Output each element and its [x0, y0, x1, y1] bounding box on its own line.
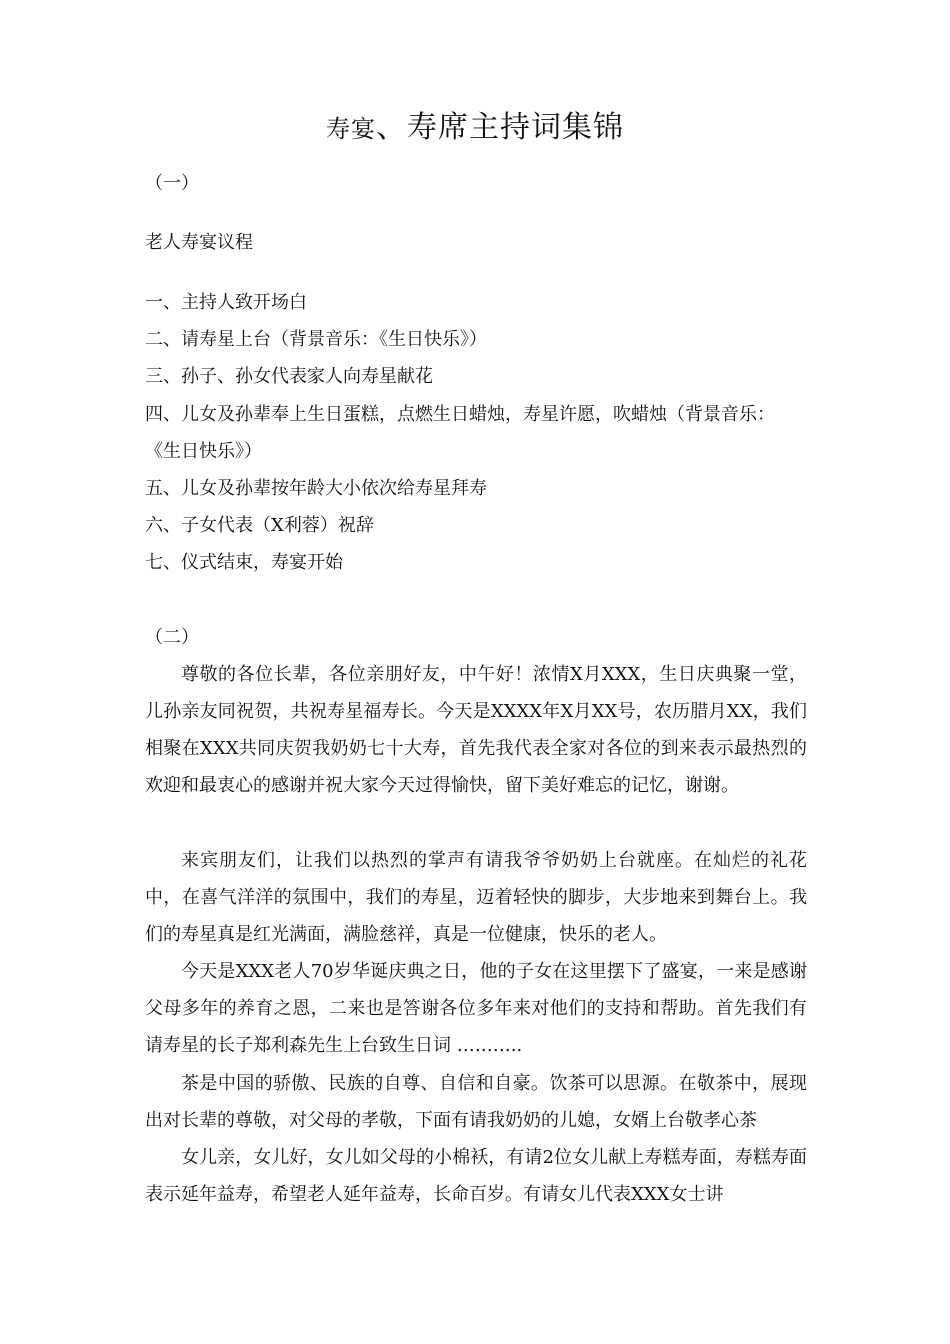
agenda-item-5: 五、儿女及孙辈按年龄大小依次给寿星拜寿: [145, 478, 487, 499]
section-2-marker: （二）: [145, 627, 199, 648]
speech-paragraph-3: 今天是XXX老人70岁华诞庆典之日，他的子女在这里摆下了盛宴，一来是感谢父母多年的养育之恩，二来也是答谢各位多年来对他们的支持和帮助。首先我们有请寿星的长子郑利森先生上台致生日词 ………..: [145, 961, 807, 1056]
agenda-item-2: 二、请寿星上台（背景音乐：《生日快乐》）: [145, 329, 487, 350]
section-1-marker: （一）: [145, 173, 199, 194]
agenda-item-6: 六、子女代表（X利蓉）祝辞: [145, 515, 374, 536]
speech-paragraph-1: 尊敬的各位长辈，各位亲朋好友，中午好！浓情X月XXX，生日庆典聚一堂，儿孙亲友同祝贺，共祝寿星福寿长。今天是XXXX年X月XX号，农历腊月XX，我们相聚在XXX共同庆贺我奶奶七十大寿，首先我代表全家对各位的到来表示最热烈的欢迎和最衷心的感谢并祝大家今天过得愉快，留下美好难忘的记忆，谢谢。: [145, 664, 807, 796]
agenda-item-4-continued: 《生日快乐》）: [145, 441, 262, 462]
agenda-item-7: 七、仪式结束，寿宴开始: [145, 552, 343, 573]
agenda-item-1: 一、主持人致开场白: [145, 292, 307, 313]
speech-paragraph-5: 女儿亲，女儿好，女儿如父母的小棉袄，有请2位女儿献上寿糕寿面，寿糕寿面表示延年益寿，希望老人延年益寿，长命百岁。有请女儿代表XXX女士讲: [145, 1147, 807, 1205]
agenda-heading: 老人寿宴议程: [145, 232, 253, 253]
document-title: [0, 108, 950, 149]
title-part-1: 寿宴: [326, 115, 376, 143]
agenda-item-4: 四、儿女及孙辈奉上生日蛋糕，点燃生日蜡烛，寿星许愿，吹蜡烛（背景音乐：: [145, 404, 775, 425]
speech-paragraph-2: 来宾朋友们，让我们以热烈的掌声有请我爷爷奶奶上台就座。在灿烂的礼花中，在喜气洋洋的氛围中，我们的寿星，迈着轻快的脚步，大步地来到舞台上。我们的寿星真是红光满面，满脸慈祥，真是一位健康，快乐的老人。: [145, 850, 807, 945]
agenda-item-3: 三、孙子、孙女代表家人向寿星献花: [145, 366, 433, 387]
title-part-2: 、寿席主持词集锦: [376, 110, 624, 145]
speech-paragraph-4: 茶是中国的骄傲、民族的自尊、自信和自豪。饮茶可以思源。在敬茶中，展现出对长辈的尊敬，对父母的孝敬，下面有请我奶奶的儿媳，女婿上台敬孝心茶: [145, 1073, 807, 1131]
